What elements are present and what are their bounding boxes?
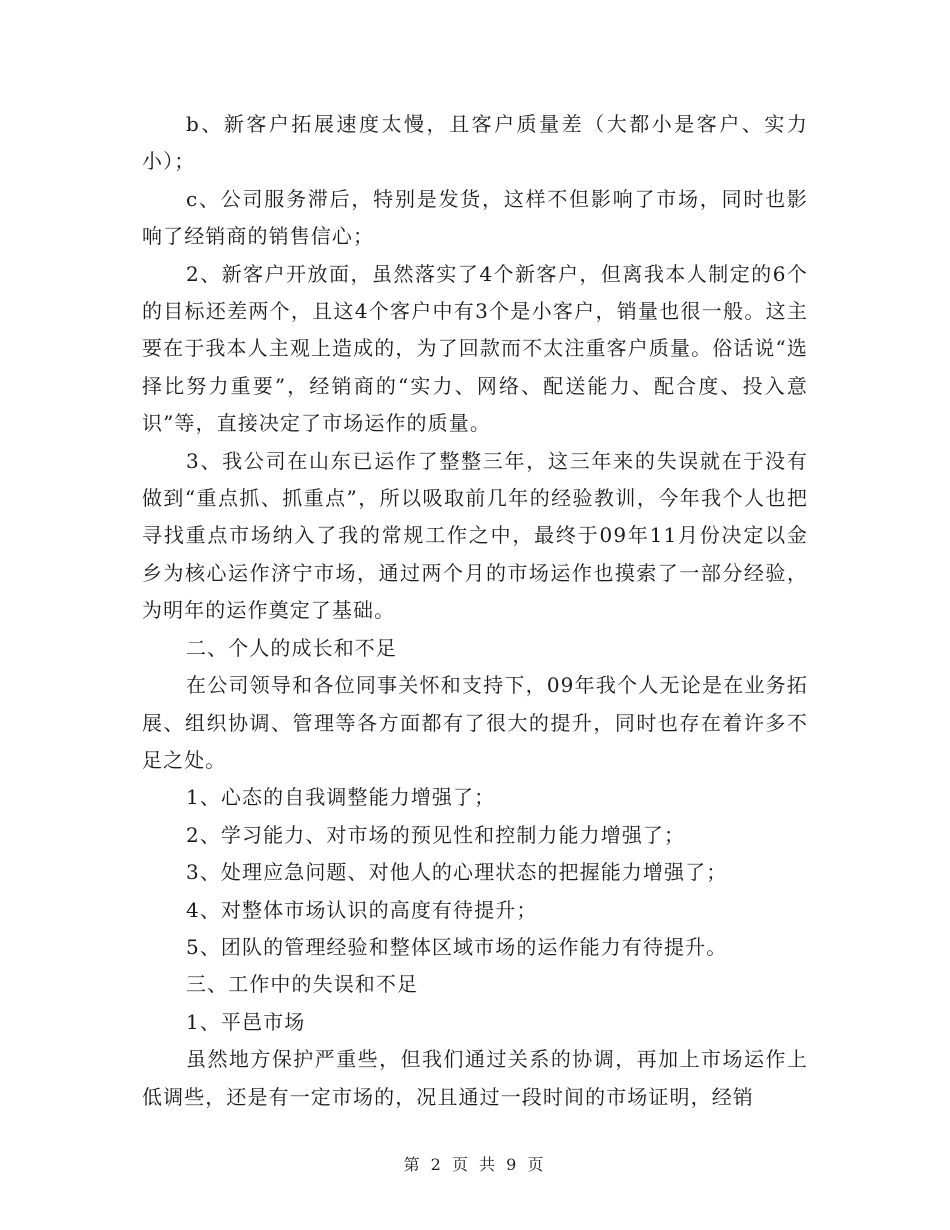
list-item-1: 1、心态的自我调整能力增强了；	[186, 785, 496, 810]
list-item-3: 3、处理应急问题、对他人的心理状态的把握能力增强了；	[186, 860, 728, 885]
paragraph-pingyi-text: 虽然地方保护严重些，但我们通过关系的协调，再加上市场运作上低调些，还是有一定市场的，况且通过一段时间的市场证明，经销	[142, 1047, 808, 1109]
page-number-footer: 第 2 页 共 9 页	[403, 1155, 547, 1174]
paragraph-growth-intro: 在公司领导和各位同事关怀和支持下，09年我个人无论是在业务拓展、组织协调、管理等各方面都有了很大的提升，同时也存在着许多不足之处。	[142, 673, 808, 772]
section-heading-2: 二、个人的成长和不足	[186, 635, 397, 660]
paragraph-item-2-new-clients: 2、新客户开放面，虽然落实了4个新客户，但离我本人制定的6个的目标还差两个，且这4个客户中有3个是小客户，销量也很一般。这主要在于我本人主观上造成的，为了回款而不太注重客户质量。俗话说“选择比努力重要”，经销商的“实力、网络、配送能力、配合度、投入意识”等，直接决定了市场运作的质量。	[142, 261, 808, 436]
section-heading-3: 三、工作中的失误和不足	[186, 972, 419, 997]
paragraph-item-c: c、公司服务滞后，特别是发货，这样不但影响了市场，同时也影响了经销商的销售信心；	[142, 186, 808, 249]
paragraph-item-3-key-market: 3、我公司在山东已运作了整整三年，这三年来的失误就在于没有做到“重点抓、抓重点”，所以吸取前几年的经验教训，今年我个人也把寻找重点市场纳入了我的常规工作之中，最终于09年11月份决定以金乡为核心运作济宁市场，通过两个月的市场运作也摸索了一部分经验，为明年的运作奠定了基础。	[142, 448, 808, 623]
list-item-5: 5、团队的管理经验和整体区域市场的运作能力有待提升。	[186, 934, 728, 959]
list-item-2: 2、学习能力、对市场的预见性和控制力能力增强了；	[186, 822, 686, 847]
subheading-pingyi-market: 1、平邑市场	[186, 1009, 306, 1034]
document-body	[142, 106, 808, 1116]
list-item-4: 4、对整体市场认识的高度有待提升；	[186, 897, 538, 922]
paragraph-item-b: b、新客户拓展速度太慢，且客户质量差（大都小是客户、实力小）；	[142, 112, 808, 174]
